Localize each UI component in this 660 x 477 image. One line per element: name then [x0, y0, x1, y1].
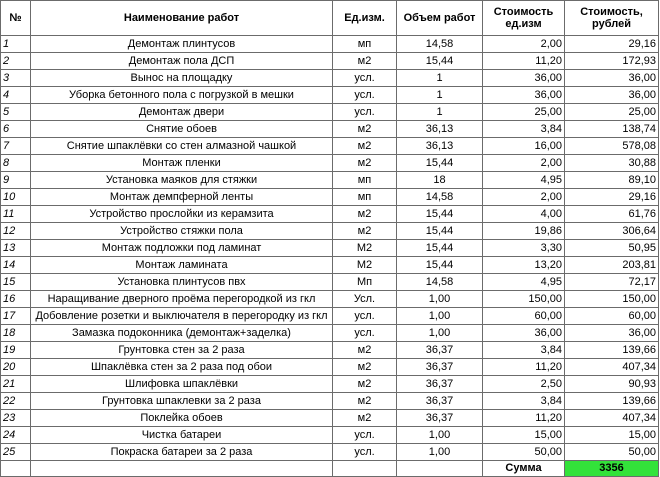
- cell-cost[interactable]: 29,16: [565, 189, 659, 206]
- cell-unit-price[interactable]: 2,00: [483, 155, 565, 172]
- cell-unit[interactable]: усл.: [333, 444, 397, 461]
- cell-work-name[interactable]: Демонтаж плинтусов: [31, 36, 333, 53]
- cell-cost[interactable]: 578,08: [565, 138, 659, 155]
- cell-unit-price[interactable]: 36,00: [483, 87, 565, 104]
- cell-cost[interactable]: 30,88: [565, 155, 659, 172]
- cell-num[interactable]: 13: [1, 240, 31, 257]
- cell-cost[interactable]: 15,00: [565, 427, 659, 444]
- cell-cost[interactable]: 90,93: [565, 376, 659, 393]
- cell-volume[interactable]: 14,58: [397, 189, 483, 206]
- cell-num[interactable]: 22: [1, 393, 31, 410]
- cell-volume[interactable]: 1: [397, 70, 483, 87]
- cell-unit[interactable]: усл.: [333, 70, 397, 87]
- table-row: [1, 359, 659, 376]
- table-row: [1, 223, 659, 240]
- cell-work-name[interactable]: Замазка подоконника (демонтаж+заделка): [31, 325, 333, 342]
- cell-cost[interactable]: 203,81: [565, 257, 659, 274]
- table-row: [1, 274, 659, 291]
- total-empty-cell[interactable]: [333, 461, 397, 477]
- table-row: [1, 410, 659, 427]
- cell-unit-price[interactable]: 16,00: [483, 138, 565, 155]
- header-cost[interactable]: Стоимость, рублей: [565, 1, 659, 36]
- cell-num[interactable]: 25: [1, 444, 31, 461]
- cell-unit-price[interactable]: 13,20: [483, 257, 565, 274]
- cell-unit-price[interactable]: 3,84: [483, 121, 565, 138]
- cell-cost[interactable]: 36,00: [565, 70, 659, 87]
- cell-unit[interactable]: м2: [333, 53, 397, 70]
- cell-num[interactable]: 17: [1, 308, 31, 325]
- cell-work-name[interactable]: Монтаж ламината: [31, 257, 333, 274]
- cell-cost[interactable]: 89,10: [565, 172, 659, 189]
- cell-num[interactable]: 10: [1, 189, 31, 206]
- header-name[interactable]: Наименование работ: [31, 1, 333, 36]
- cell-num[interactable]: 15: [1, 274, 31, 291]
- header-num[interactable]: №: [1, 1, 31, 36]
- table-row: [1, 104, 659, 121]
- cell-cost[interactable]: 407,34: [565, 410, 659, 427]
- cell-cost[interactable]: 36,00: [565, 87, 659, 104]
- cell-num[interactable]: 14: [1, 257, 31, 274]
- cell-num[interactable]: 18: [1, 325, 31, 342]
- cell-cost[interactable]: 50,00: [565, 444, 659, 461]
- cell-cost[interactable]: 172,93: [565, 53, 659, 70]
- cell-work-name[interactable]: Вынос на площадку: [31, 70, 333, 87]
- total-label[interactable]: Сумма: [483, 461, 565, 477]
- table-row: [1, 376, 659, 393]
- cell-num[interactable]: 11: [1, 206, 31, 223]
- cell-unit[interactable]: м2: [333, 342, 397, 359]
- cell-unit[interactable]: м2: [333, 206, 397, 223]
- cell-num[interactable]: 7: [1, 138, 31, 155]
- cell-work-name[interactable]: Снятие шпаклёвки со стен алмазной чашкой: [31, 138, 333, 155]
- header-unit[interactable]: Ед.изм.: [333, 1, 397, 36]
- total-empty-cell[interactable]: [397, 461, 483, 477]
- cell-unit-price[interactable]: 2,50: [483, 376, 565, 393]
- cell-unit-price[interactable]: 4,95: [483, 274, 565, 291]
- cell-cost[interactable]: 407,34: [565, 359, 659, 376]
- table-row: [1, 36, 659, 53]
- cell-work-name[interactable]: Поклейка обоев: [31, 410, 333, 427]
- cell-work-name[interactable]: Наращивание дверного проёма перегородкой из гкл: [31, 291, 333, 308]
- cell-unit[interactable]: м2: [333, 359, 397, 376]
- cell-num[interactable]: 2: [1, 53, 31, 70]
- cell-work-name[interactable]: Шлифовка шпаклёвки: [31, 376, 333, 393]
- cell-volume[interactable]: 1,00: [397, 427, 483, 444]
- cell-num[interactable]: 5: [1, 104, 31, 121]
- cell-volume[interactable]: 1,00: [397, 325, 483, 342]
- cell-unit[interactable]: м2: [333, 138, 397, 155]
- cell-unit-price[interactable]: 11,20: [483, 53, 565, 70]
- cell-work-name[interactable]: Демонтаж двери: [31, 104, 333, 121]
- cell-volume[interactable]: 36,37: [397, 359, 483, 376]
- cell-volume[interactable]: 1,00: [397, 291, 483, 308]
- cell-volume[interactable]: 15,44: [397, 155, 483, 172]
- cell-volume[interactable]: 36,13: [397, 138, 483, 155]
- cell-num[interactable]: 3: [1, 70, 31, 87]
- cell-volume[interactable]: 18: [397, 172, 483, 189]
- total-value[interactable]: 3356: [565, 461, 659, 477]
- table-row: [1, 240, 659, 257]
- cell-work-name[interactable]: Монтаж пленки: [31, 155, 333, 172]
- cell-volume[interactable]: 1: [397, 104, 483, 121]
- cell-cost[interactable]: 139,66: [565, 342, 659, 359]
- cell-work-name[interactable]: Уборка бетонного пола с погрузкой в мешки: [31, 87, 333, 104]
- cell-work-name[interactable]: Грунтовка стен за 2 раза: [31, 342, 333, 359]
- cell-unit[interactable]: усл.: [333, 104, 397, 121]
- table-row: [1, 291, 659, 308]
- cell-num[interactable]: 24: [1, 427, 31, 444]
- cell-unit[interactable]: м2: [333, 121, 397, 138]
- cell-unit[interactable]: м2: [333, 155, 397, 172]
- table-row: [1, 138, 659, 155]
- cell-num[interactable]: 9: [1, 172, 31, 189]
- table-row: [1, 206, 659, 223]
- cell-unit[interactable]: Мп: [333, 274, 397, 291]
- cell-cost[interactable]: 50,95: [565, 240, 659, 257]
- table-row: [1, 308, 659, 325]
- table-row: [1, 257, 659, 274]
- cell-unit[interactable]: усл.: [333, 87, 397, 104]
- cell-unit-price[interactable]: 2,00: [483, 189, 565, 206]
- cell-volume[interactable]: 36,37: [397, 393, 483, 410]
- cell-cost[interactable]: 60,00: [565, 308, 659, 325]
- cell-unit-price[interactable]: 11,20: [483, 410, 565, 427]
- cell-work-name[interactable]: Установка маяков для стяжки: [31, 172, 333, 189]
- header-unit-price[interactable]: Стоимость ед.изм: [483, 1, 565, 36]
- header-volume[interactable]: Объем работ: [397, 1, 483, 36]
- cell-volume[interactable]: 36,37: [397, 410, 483, 427]
- cell-work-name[interactable]: Установка плинтусов пвх: [31, 274, 333, 291]
- cell-volume[interactable]: 15,44: [397, 206, 483, 223]
- cell-unit[interactable]: м2: [333, 393, 397, 410]
- table-row: [1, 155, 659, 172]
- cell-work-name[interactable]: Чистка батареи: [31, 427, 333, 444]
- cell-work-name[interactable]: Устройство стяжки пола: [31, 223, 333, 240]
- cell-work-name[interactable]: Монтаж подложки под ламинат: [31, 240, 333, 257]
- cell-num[interactable]: 6: [1, 121, 31, 138]
- cell-unit[interactable]: М2: [333, 240, 397, 257]
- cell-work-name[interactable]: Демонтаж пола ДСП: [31, 53, 333, 70]
- cell-volume[interactable]: 15,44: [397, 257, 483, 274]
- cell-work-name[interactable]: Покраска батареи за 2 раза: [31, 444, 333, 461]
- table-row: [1, 53, 659, 70]
- cell-num[interactable]: 4: [1, 87, 31, 104]
- cell-work-name[interactable]: Монтаж демпферной ленты: [31, 189, 333, 206]
- cell-cost[interactable]: 150,00: [565, 291, 659, 308]
- table-row: [1, 342, 659, 359]
- cell-volume[interactable]: 36,37: [397, 342, 483, 359]
- cell-unit-price[interactable]: 19,86: [483, 223, 565, 240]
- cell-num[interactable]: 1: [1, 36, 31, 53]
- cell-unit[interactable]: м2: [333, 410, 397, 427]
- cell-volume[interactable]: 15,44: [397, 223, 483, 240]
- cell-volume[interactable]: 1,00: [397, 444, 483, 461]
- table-row: [1, 70, 659, 87]
- cell-unit-price[interactable]: 3,30: [483, 240, 565, 257]
- cell-num[interactable]: 12: [1, 223, 31, 240]
- cell-unit-price[interactable]: 25,00: [483, 104, 565, 121]
- cell-unit[interactable]: усл.: [333, 325, 397, 342]
- cell-work-name[interactable]: Шпаклёвка стен за 2 раза под обои: [31, 359, 333, 376]
- table-row: [1, 121, 659, 138]
- total-row: [1, 461, 659, 477]
- table-row: [1, 172, 659, 189]
- table-row: [1, 393, 659, 410]
- cell-volume[interactable]: 1: [397, 87, 483, 104]
- cell-unit-price[interactable]: 36,00: [483, 70, 565, 87]
- cell-unit-price[interactable]: 150,00: [483, 291, 565, 308]
- cell-volume[interactable]: 36,37: [397, 376, 483, 393]
- cell-unit[interactable]: мп: [333, 189, 397, 206]
- table-row: [1, 444, 659, 461]
- cell-volume[interactable]: 1,00: [397, 308, 483, 325]
- cell-volume[interactable]: 15,44: [397, 240, 483, 257]
- cell-unit-price[interactable]: 36,00: [483, 325, 565, 342]
- cell-num[interactable]: 20: [1, 359, 31, 376]
- cell-work-name[interactable]: Добовление розетки и выключателя в перегородку из гкл: [31, 308, 333, 325]
- cell-unit[interactable]: мп: [333, 172, 397, 189]
- cell-cost[interactable]: 138,74: [565, 121, 659, 138]
- cell-unit-price[interactable]: 3,84: [483, 342, 565, 359]
- cell-unit-price[interactable]: 2,00: [483, 36, 565, 53]
- cell-unit-price[interactable]: 60,00: [483, 308, 565, 325]
- cell-volume[interactable]: 14,58: [397, 274, 483, 291]
- cell-cost[interactable]: 72,17: [565, 274, 659, 291]
- cell-work-name[interactable]: Устройство прослойки из керамзита: [31, 206, 333, 223]
- cell-unit-price[interactable]: 4,00: [483, 206, 565, 223]
- cell-unit-price[interactable]: 15,00: [483, 427, 565, 444]
- cell-cost[interactable]: 139,66: [565, 393, 659, 410]
- cell-unit-price[interactable]: 11,20: [483, 359, 565, 376]
- cell-unit[interactable]: м2: [333, 223, 397, 240]
- cell-unit[interactable]: М2: [333, 257, 397, 274]
- cell-num[interactable]: 21: [1, 376, 31, 393]
- cell-cost[interactable]: 29,16: [565, 36, 659, 53]
- total-empty-cell[interactable]: [31, 461, 333, 477]
- cell-cost[interactable]: 36,00: [565, 325, 659, 342]
- cell-cost[interactable]: 306,64: [565, 223, 659, 240]
- table-row: [1, 87, 659, 104]
- cell-unit[interactable]: усл.: [333, 427, 397, 444]
- cell-unit[interactable]: усл.: [333, 308, 397, 325]
- cell-cost[interactable]: 25,00: [565, 104, 659, 121]
- cell-work-name[interactable]: Грунтовка шпаклевки за 2 раза: [31, 393, 333, 410]
- cell-num[interactable]: 16: [1, 291, 31, 308]
- cell-volume[interactable]: 14,58: [397, 36, 483, 53]
- table-row: [1, 189, 659, 206]
- cell-unit[interactable]: мп: [333, 36, 397, 53]
- cell-unit[interactable]: м2: [333, 376, 397, 393]
- table-row: [1, 427, 659, 444]
- total-empty-cell[interactable]: [1, 461, 31, 477]
- table-row: [1, 325, 659, 342]
- cell-num[interactable]: 23: [1, 410, 31, 427]
- cell-work-name[interactable]: Снятие обоев: [31, 121, 333, 138]
- header-row: [1, 1, 659, 36]
- cell-unit-price[interactable]: 50,00: [483, 444, 565, 461]
- cell-num[interactable]: 8: [1, 155, 31, 172]
- cell-unit-price[interactable]: 3,84: [483, 393, 565, 410]
- cell-num[interactable]: 19: [1, 342, 31, 359]
- cell-unit-price[interactable]: 4,95: [483, 172, 565, 189]
- cell-unit[interactable]: Усл.: [333, 291, 397, 308]
- cell-volume[interactable]: 36,13: [397, 121, 483, 138]
- cell-volume[interactable]: 15,44: [397, 53, 483, 70]
- cell-cost[interactable]: 61,76: [565, 206, 659, 223]
